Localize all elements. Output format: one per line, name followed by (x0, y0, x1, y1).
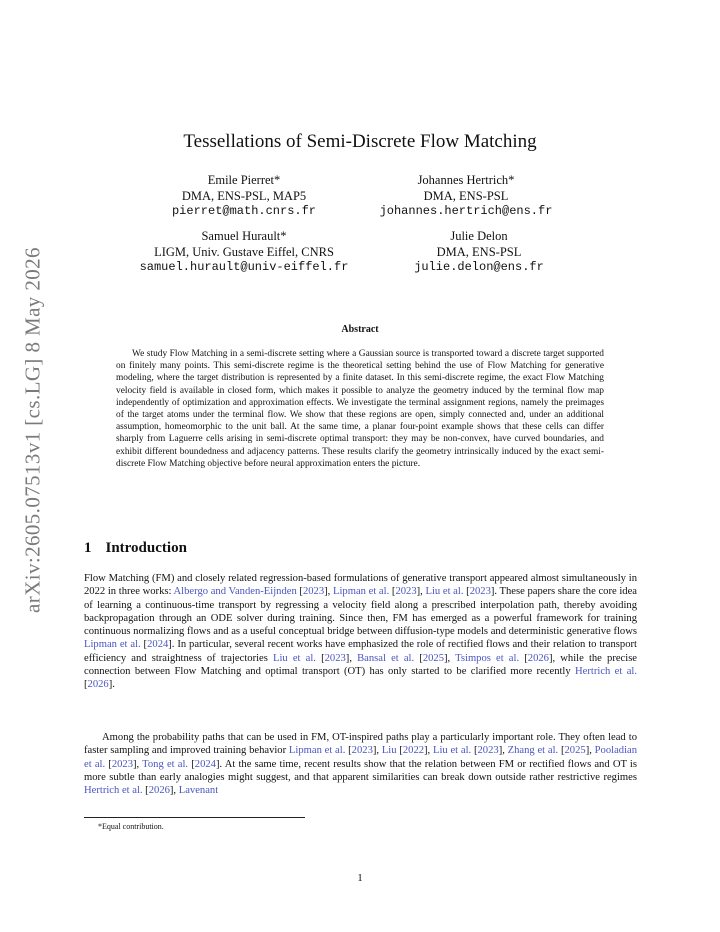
citation-year-link[interactable]: 2023 (324, 652, 346, 664)
author-email: pierret@math.cnrs.fr (171, 204, 317, 218)
paragraph-text: [ (296, 586, 303, 598)
citation-year-link[interactable]: 2024 (147, 639, 169, 651)
paragraph-text: [ (519, 652, 528, 664)
footnote: *Equal contribution. (98, 822, 164, 831)
paragraph-text: [ (558, 745, 565, 757)
citation-link[interactable]: Lipman et al. (84, 639, 141, 651)
citation-link[interactable]: Tsimpos et al. (455, 652, 520, 664)
author-affiliation: DMA, ENS-PSL (436, 244, 522, 259)
citation-link[interactable]: Liu et al. (425, 586, 464, 598)
paragraph-text: [ (105, 758, 112, 770)
paragraph-text: ]. In particular, several recent works have emphasized the role of rectified flows and their relation to transport efficiency and straightness of trajectories (84, 639, 637, 664)
author-block (144, 173, 344, 220)
section-heading (84, 540, 187, 557)
abstract-heading: Abstract (341, 324, 379, 335)
citation-link[interactable]: Hertrich et al. (84, 785, 143, 797)
paragraph-text: ], (133, 758, 143, 770)
citation-year-link[interactable]: 2022 (402, 745, 425, 757)
citation-year-link[interactable]: 2026 (87, 679, 109, 691)
intro-paragraph (84, 731, 637, 797)
page-number: 1 (357, 872, 363, 884)
paragraph-text: [ (345, 745, 352, 757)
citation-link[interactable]: Bansal et al. (357, 652, 415, 664)
citation-year-link[interactable]: 2023 (477, 745, 499, 757)
author-name: Emile Pierret* (207, 173, 281, 187)
paragraph-text: ]. At the same time, recent results show that the relation between FM or rectified flows and OT is more subtle than early analogies might suggest, and that apparent similarities can break down outside rather restrictive regimes (84, 758, 637, 783)
paragraph-text: ]. (108, 679, 115, 691)
paragraph-text: Flow Matching (FM) and closely related regression-based formulations of generative transport appeared almost simultaneously in 2022 in three works: (84, 573, 637, 598)
citation-link[interactable]: Zhang et al. (507, 745, 559, 757)
paragraph-text: ], (424, 745, 433, 757)
paragraph-text: [ (84, 679, 88, 691)
paragraph-text: [ (142, 785, 149, 797)
intro-paragraph (84, 572, 637, 692)
citation-year-link[interactable]: 2025 (422, 652, 445, 664)
citation-link[interactable]: Lipman et al. (288, 745, 346, 757)
citation-year-link[interactable]: 2023 (469, 586, 491, 598)
paragraph-text: ], (444, 652, 456, 664)
citation-link[interactable]: Pooladian et al. (84, 745, 638, 770)
citation-link[interactable]: Lavenant (178, 785, 219, 797)
paragraph-text: ], (372, 745, 382, 757)
citation-year-link[interactable]: 2025 (564, 745, 586, 757)
paragraph-text: [ (315, 652, 325, 664)
citation-year-link[interactable]: 2023 (351, 745, 373, 757)
author-affiliation: LIGM, Univ. Gustave Eiffel, CNRS (154, 244, 334, 259)
paper-title: Tessellations of Semi-Discrete Flow Matching (183, 131, 537, 152)
paragraph-text: ], (345, 652, 358, 664)
paragraph-text: ], (416, 586, 426, 598)
citation-year-link[interactable]: 2024 (194, 758, 216, 770)
citation-link[interactable]: Liu et al. (432, 745, 472, 757)
author-block (110, 229, 378, 276)
paragraph-text: ]. These papers share the core idea of learning a continuous-time transport by regressing a velocity field along a prescribed interpolation path, thereby avoiding backpropagation through an ODE solver during training. Since then, FM has emerged as a powerful framework for training continuous normalizing flows and as a useful conceptual bridge between diffusion-type models and deterministic generative flows (84, 586, 637, 638)
paragraph-text: [ (188, 758, 195, 770)
paragraph-text: ], while the precise connection between Flow Matching and optimal transport (OT) has only started to be clarified more recently (84, 652, 638, 678)
paragraph-text: [ (414, 652, 423, 664)
author-name: Johannes Hertrich* (417, 173, 515, 187)
citation-year-link[interactable]: 2023 (111, 758, 133, 770)
citation-link[interactable]: Liu et al. (273, 652, 316, 664)
citation-year-link[interactable]: 2023 (395, 586, 417, 598)
citation-link[interactable]: Lipman et al. (333, 586, 390, 598)
paragraph-text: ], (585, 745, 595, 757)
author-affiliation: DMA, ENS-PSL, MAP5 (181, 188, 307, 203)
author-name: Julie Delon (450, 229, 508, 243)
citation-link[interactable]: Tong et al. (142, 758, 189, 770)
citation-link[interactable]: Hertrich et al. (575, 666, 637, 678)
arxiv-identifier-text: arXiv:2605.07513v1 [cs.LG] 8 May 2026 (20, 247, 45, 613)
paragraph-text: Among the probability paths that can be used in FM, OT-inspired paths play a particularly important role. They often lead to faster sampling and improved training behavior (84, 732, 637, 757)
paragraph-text: [ (396, 745, 403, 757)
author-block (350, 173, 582, 220)
footnote-divider (84, 817, 305, 818)
citation-year-link[interactable]: 2023 (302, 586, 325, 598)
author-name: Samuel Hurault* (201, 229, 287, 243)
section-title: Introduction (105, 540, 187, 556)
paragraph-text: ], (324, 586, 333, 598)
paragraph-text: [ (389, 586, 396, 598)
paragraph-text: [ (471, 745, 478, 757)
paragraph-text: ], (169, 785, 179, 797)
author-email: johannes.hertrich@ens.fr (379, 204, 553, 218)
section-number: 1 (84, 540, 92, 556)
abstract-text: We study Flow Matching in a semi-discrete setting where a Gaussian source is transported toward a discrete target supported on finitely many points. This semi-discrete regime is the theoretical setting behind the use of Flow Matching for generative modeling, where the target distribution is represented by a finite dataset. In this semi-discrete regime, the exact Flow Matching velocity field is available in closed form, which makes it possible to analyze the geometry induced by the terminal flow map independently of optimization and approximation effects. We investigate the terminal assignment regions, namely the preimages of the target atoms under the terminal flow. We show that these regions are open, simply connected and, under an additional assumption, homeomorphic to the unit ball. At the same time, a planar four-point example shows that these cells can differ sharply from Laguerre cells arising in semi-discrete optimal transport: they may be non-convex, have curved boundaries, and exhibit different boundedness and adjacency patterns. These results clarify the geometry intrinsically induced by the exact semi-discrete Flow Matching objective before neural approximation enters the picture. (116, 349, 604, 469)
author-email: julie.delon@ens.fr (414, 260, 544, 274)
author-block (384, 229, 574, 276)
author-email: samuel.hurault@univ-eiffel.fr (139, 260, 349, 274)
citation-year-link[interactable]: 2026 (527, 652, 549, 664)
paragraph-text: [ (463, 586, 470, 598)
citation-link[interactable]: Liu (381, 745, 397, 757)
author-affiliation: DMA, ENS-PSL (423, 188, 509, 203)
paragraph-text: ], (498, 745, 508, 757)
citation-link[interactable]: Albergo and Vanden-Eijnden (173, 586, 297, 598)
paragraph-text: [ (140, 639, 148, 651)
citation-year-link[interactable]: 2026 (148, 785, 170, 797)
